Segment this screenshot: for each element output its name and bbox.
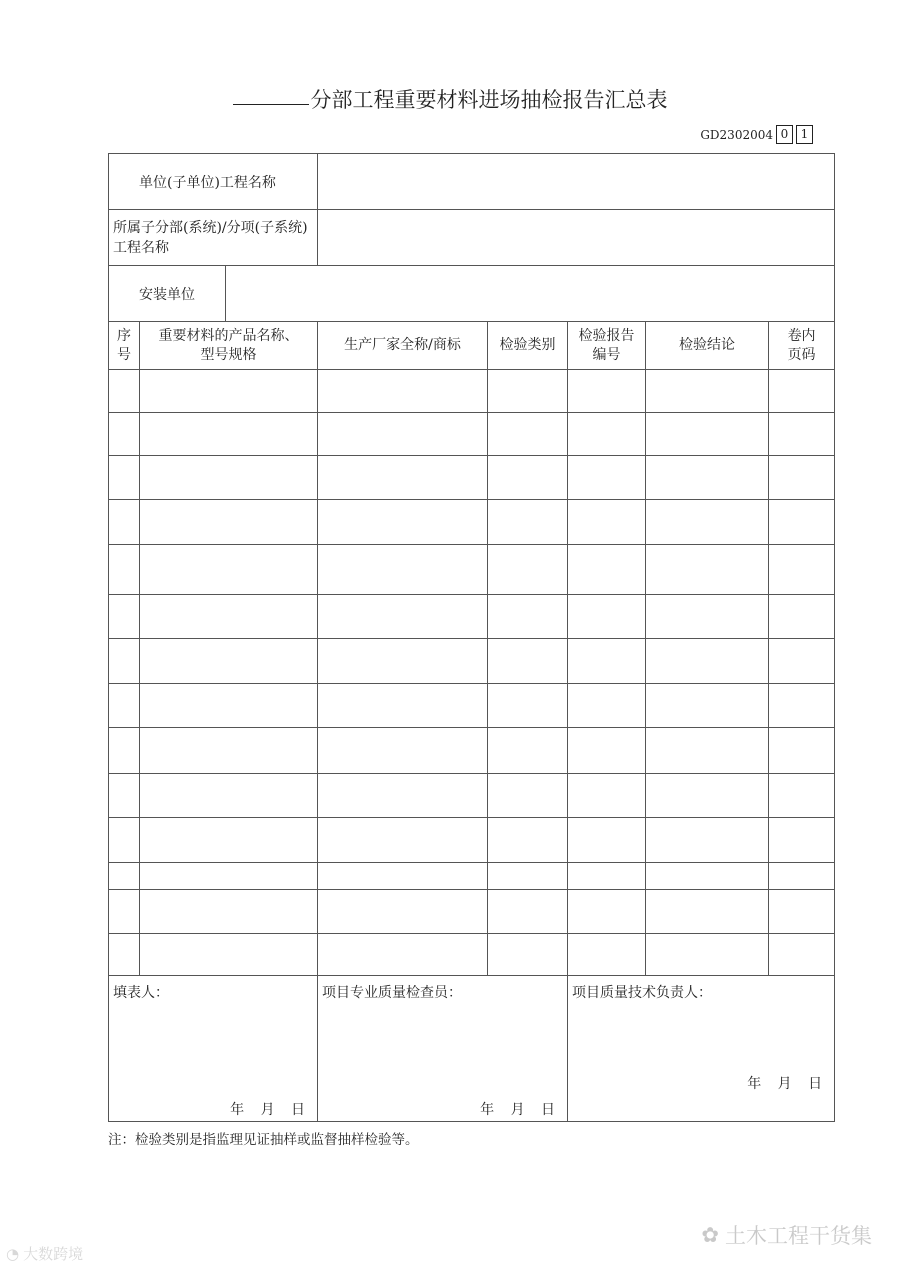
header-line: 序 bbox=[117, 327, 131, 344]
col-category-cell[interactable] bbox=[488, 890, 568, 934]
col-seq-cell[interactable] bbox=[109, 934, 140, 976]
header-line: 型号规格 bbox=[200, 346, 257, 363]
col-category-cell[interactable] bbox=[488, 370, 568, 413]
col-page-cell[interactable] bbox=[769, 413, 835, 456]
col-product-cell[interactable] bbox=[140, 818, 318, 863]
col-manufacturer-cell[interactable] bbox=[318, 934, 488, 976]
col-conclusion-cell[interactable] bbox=[646, 595, 769, 639]
col-product-cell[interactable] bbox=[140, 413, 318, 456]
filler-date: 年 月 日 bbox=[230, 1102, 312, 1118]
unit-project-value[interactable] bbox=[318, 154, 835, 210]
footnote: 注：检验类别是指监理见证抽样或监督抽样检验等。 bbox=[108, 1132, 419, 1148]
col-report-no-cell[interactable] bbox=[568, 370, 646, 413]
col-report-no-cell[interactable] bbox=[568, 545, 646, 595]
col-report-no-cell[interactable] bbox=[568, 684, 646, 728]
col-product-header bbox=[140, 322, 318, 370]
col-manufacturer-cell[interactable] bbox=[318, 890, 488, 934]
doc-code bbox=[700, 125, 813, 144]
subdivision-label: 所属子分部(系统)/分项(子系统)工程名称 bbox=[109, 210, 318, 266]
col-seq-cell[interactable] bbox=[109, 818, 140, 863]
header-line: 号 bbox=[117, 346, 131, 363]
table-row bbox=[109, 934, 835, 976]
col-page-cell[interactable] bbox=[769, 500, 835, 545]
header-line: 检验报告 bbox=[578, 327, 635, 344]
col-page-cell[interactable] bbox=[769, 818, 835, 863]
col-conclusion-cell[interactable] bbox=[646, 500, 769, 545]
col-report-no-cell[interactable] bbox=[568, 818, 646, 863]
col-product-cell[interactable] bbox=[140, 595, 318, 639]
tech-lead-label: 项目质量技术负责人： bbox=[572, 985, 713, 1001]
install-unit-row bbox=[109, 266, 835, 322]
col-seq-cell[interactable] bbox=[109, 890, 140, 934]
col-report-no-cell[interactable] bbox=[568, 934, 646, 976]
header-line: 重要材料的产品名称、 bbox=[158, 327, 299, 344]
col-report-no-cell[interactable] bbox=[568, 456, 646, 500]
col-manufacturer-cell[interactable] bbox=[318, 774, 488, 818]
table-row bbox=[109, 639, 835, 684]
col-manufacturer-cell[interactable] bbox=[318, 639, 488, 684]
col-manufacturer-cell[interactable] bbox=[318, 684, 488, 728]
col-page-cell[interactable] bbox=[769, 595, 835, 639]
col-page-cell[interactable] bbox=[769, 934, 835, 976]
col-seq-cell[interactable] bbox=[109, 370, 140, 413]
header-line: 检验类别 bbox=[499, 337, 556, 353]
table-row bbox=[109, 500, 835, 545]
col-page-header bbox=[769, 322, 835, 370]
col-conclusion-header bbox=[646, 322, 769, 370]
inspector-date: 年 月 日 bbox=[480, 1102, 562, 1118]
col-report-no-cell[interactable] bbox=[568, 639, 646, 684]
col-category-cell[interactable] bbox=[488, 595, 568, 639]
col-page-cell[interactable] bbox=[769, 684, 835, 728]
col-product-cell[interactable] bbox=[140, 500, 318, 545]
col-seq-cell[interactable] bbox=[109, 500, 140, 545]
header-line: 页码 bbox=[787, 346, 816, 363]
col-page-cell[interactable] bbox=[769, 728, 835, 774]
table-row bbox=[109, 413, 835, 456]
install-unit-label: 安装单位 bbox=[109, 266, 226, 322]
col-manufacturer-cell[interactable] bbox=[318, 818, 488, 863]
col-report-no-cell[interactable] bbox=[568, 728, 646, 774]
title-blank-line bbox=[233, 104, 309, 105]
table-row bbox=[109, 890, 835, 934]
watermark-left: ◔ 大数跨境 bbox=[6, 1244, 84, 1263]
inspector-label: 项目专业质量检查员： bbox=[322, 985, 463, 1001]
table-row bbox=[109, 728, 835, 774]
col-manufacturer-cell[interactable] bbox=[318, 413, 488, 456]
col-report-no-cell[interactable] bbox=[568, 500, 646, 545]
unit-project-label: 单位(子单位)工程名称 bbox=[109, 154, 318, 210]
col-seq-cell[interactable] bbox=[109, 456, 140, 500]
col-page-cell[interactable] bbox=[769, 890, 835, 934]
col-product-cell[interactable] bbox=[140, 639, 318, 684]
col-page-cell[interactable] bbox=[769, 639, 835, 684]
doc-code-box: 0 bbox=[776, 125, 793, 144]
watermark-logo-icon: ◔ bbox=[6, 1244, 20, 1263]
col-category-cell[interactable] bbox=[488, 639, 568, 684]
col-manufacturer-cell[interactable] bbox=[318, 863, 488, 890]
col-conclusion-cell[interactable] bbox=[646, 545, 769, 595]
subdivision-value[interactable] bbox=[318, 210, 835, 266]
table-row bbox=[109, 863, 835, 890]
subdivision-row bbox=[109, 210, 835, 266]
unit-project-row bbox=[109, 154, 835, 210]
col-conclusion-cell[interactable] bbox=[646, 413, 769, 456]
col-product-cell[interactable] bbox=[140, 545, 318, 595]
table-row bbox=[109, 818, 835, 863]
col-category-cell[interactable] bbox=[488, 774, 568, 818]
col-category-cell[interactable] bbox=[488, 456, 568, 500]
col-category-cell[interactable] bbox=[488, 684, 568, 728]
column-header-row bbox=[109, 322, 835, 370]
wechat-icon: ✿ bbox=[701, 1223, 719, 1247]
col-category-cell[interactable] bbox=[488, 545, 568, 595]
col-category-cell[interactable] bbox=[488, 413, 568, 456]
col-manufacturer-cell[interactable] bbox=[318, 456, 488, 500]
col-manufacturer-header bbox=[318, 322, 488, 370]
col-conclusion-cell[interactable] bbox=[646, 456, 769, 500]
header-line: 卷内 bbox=[787, 327, 816, 344]
header-line: 检验结论 bbox=[679, 337, 736, 353]
doc-code-box: 1 bbox=[796, 125, 813, 144]
header-line: 编号 bbox=[592, 346, 621, 363]
col-product-cell[interactable] bbox=[140, 774, 318, 818]
col-product-cell[interactable] bbox=[140, 456, 318, 500]
col-product-cell[interactable] bbox=[140, 728, 318, 774]
col-manufacturer-cell[interactable] bbox=[318, 500, 488, 545]
table-row bbox=[109, 370, 835, 413]
col-conclusion-cell[interactable] bbox=[646, 934, 769, 976]
col-seq-cell[interactable] bbox=[109, 684, 140, 728]
col-page-cell[interactable] bbox=[769, 545, 835, 595]
col-seq-cell[interactable] bbox=[109, 774, 140, 818]
col-product-cell[interactable] bbox=[140, 370, 318, 413]
watermark-right: ✿ 土木工程干货集 bbox=[701, 1223, 872, 1248]
col-category-header bbox=[488, 322, 568, 370]
col-category-cell[interactable] bbox=[488, 500, 568, 545]
col-manufacturer-cell[interactable] bbox=[318, 545, 488, 595]
col-seq-cell[interactable] bbox=[109, 413, 140, 456]
table-row bbox=[109, 545, 835, 595]
col-product-cell[interactable] bbox=[140, 934, 318, 976]
col-conclusion-cell[interactable] bbox=[646, 639, 769, 684]
table-row bbox=[109, 456, 835, 500]
col-seq-cell[interactable] bbox=[109, 728, 140, 774]
col-page-cell[interactable] bbox=[769, 863, 835, 890]
inspector-signature-cell[interactable] bbox=[318, 976, 568, 1122]
col-page-cell[interactable] bbox=[769, 456, 835, 500]
col-report-no-header bbox=[568, 322, 646, 370]
col-category-cell[interactable] bbox=[488, 728, 568, 774]
col-manufacturer-cell[interactable] bbox=[318, 370, 488, 413]
col-report-no-cell[interactable] bbox=[568, 413, 646, 456]
filler-label: 填表人： bbox=[113, 985, 169, 1001]
col-page-cell[interactable] bbox=[769, 774, 835, 818]
col-product-cell[interactable] bbox=[140, 863, 318, 890]
col-seq-header bbox=[109, 322, 140, 370]
col-report-no-cell[interactable] bbox=[568, 890, 646, 934]
col-category-cell[interactable] bbox=[488, 934, 568, 976]
install-unit-value[interactable] bbox=[226, 266, 835, 322]
data-rows bbox=[109, 370, 835, 976]
filler-signature-cell[interactable] bbox=[109, 976, 318, 1122]
tech-lead-signature-cell[interactable] bbox=[568, 976, 835, 1122]
col-report-no-cell[interactable] bbox=[568, 863, 646, 890]
col-page-cell[interactable] bbox=[769, 370, 835, 413]
table-row bbox=[109, 595, 835, 639]
col-conclusion-cell[interactable] bbox=[646, 728, 769, 774]
col-conclusion-cell[interactable] bbox=[646, 370, 769, 413]
col-report-no-cell[interactable] bbox=[568, 774, 646, 818]
col-seq-cell[interactable] bbox=[109, 863, 140, 890]
col-conclusion-cell[interactable] bbox=[646, 774, 769, 818]
col-manufacturer-cell[interactable] bbox=[318, 595, 488, 639]
tech-lead-date: 年 月 日 bbox=[747, 1076, 829, 1092]
col-product-cell[interactable] bbox=[140, 684, 318, 728]
table-row bbox=[109, 774, 835, 818]
col-seq-cell[interactable] bbox=[109, 545, 140, 595]
col-category-cell[interactable] bbox=[488, 818, 568, 863]
header-line: 生产厂家全称/商标 bbox=[344, 337, 461, 353]
col-seq-cell[interactable] bbox=[109, 639, 140, 684]
col-report-no-cell[interactable] bbox=[568, 595, 646, 639]
doc-code-text: GD2302004 bbox=[700, 127, 773, 142]
col-seq-cell[interactable] bbox=[109, 595, 140, 639]
table-row bbox=[109, 684, 835, 728]
col-conclusion-cell[interactable] bbox=[646, 684, 769, 728]
col-conclusion-cell[interactable] bbox=[646, 890, 769, 934]
signature-row bbox=[109, 976, 835, 1122]
col-category-cell[interactable] bbox=[488, 863, 568, 890]
form-title: 分部工程重要材料进场抽检报告汇总表 bbox=[0, 84, 900, 114]
summary-table bbox=[108, 153, 835, 1122]
col-product-cell[interactable] bbox=[140, 890, 318, 934]
col-conclusion-cell[interactable] bbox=[646, 818, 769, 863]
col-manufacturer-cell[interactable] bbox=[318, 728, 488, 774]
col-conclusion-cell[interactable] bbox=[646, 863, 769, 890]
